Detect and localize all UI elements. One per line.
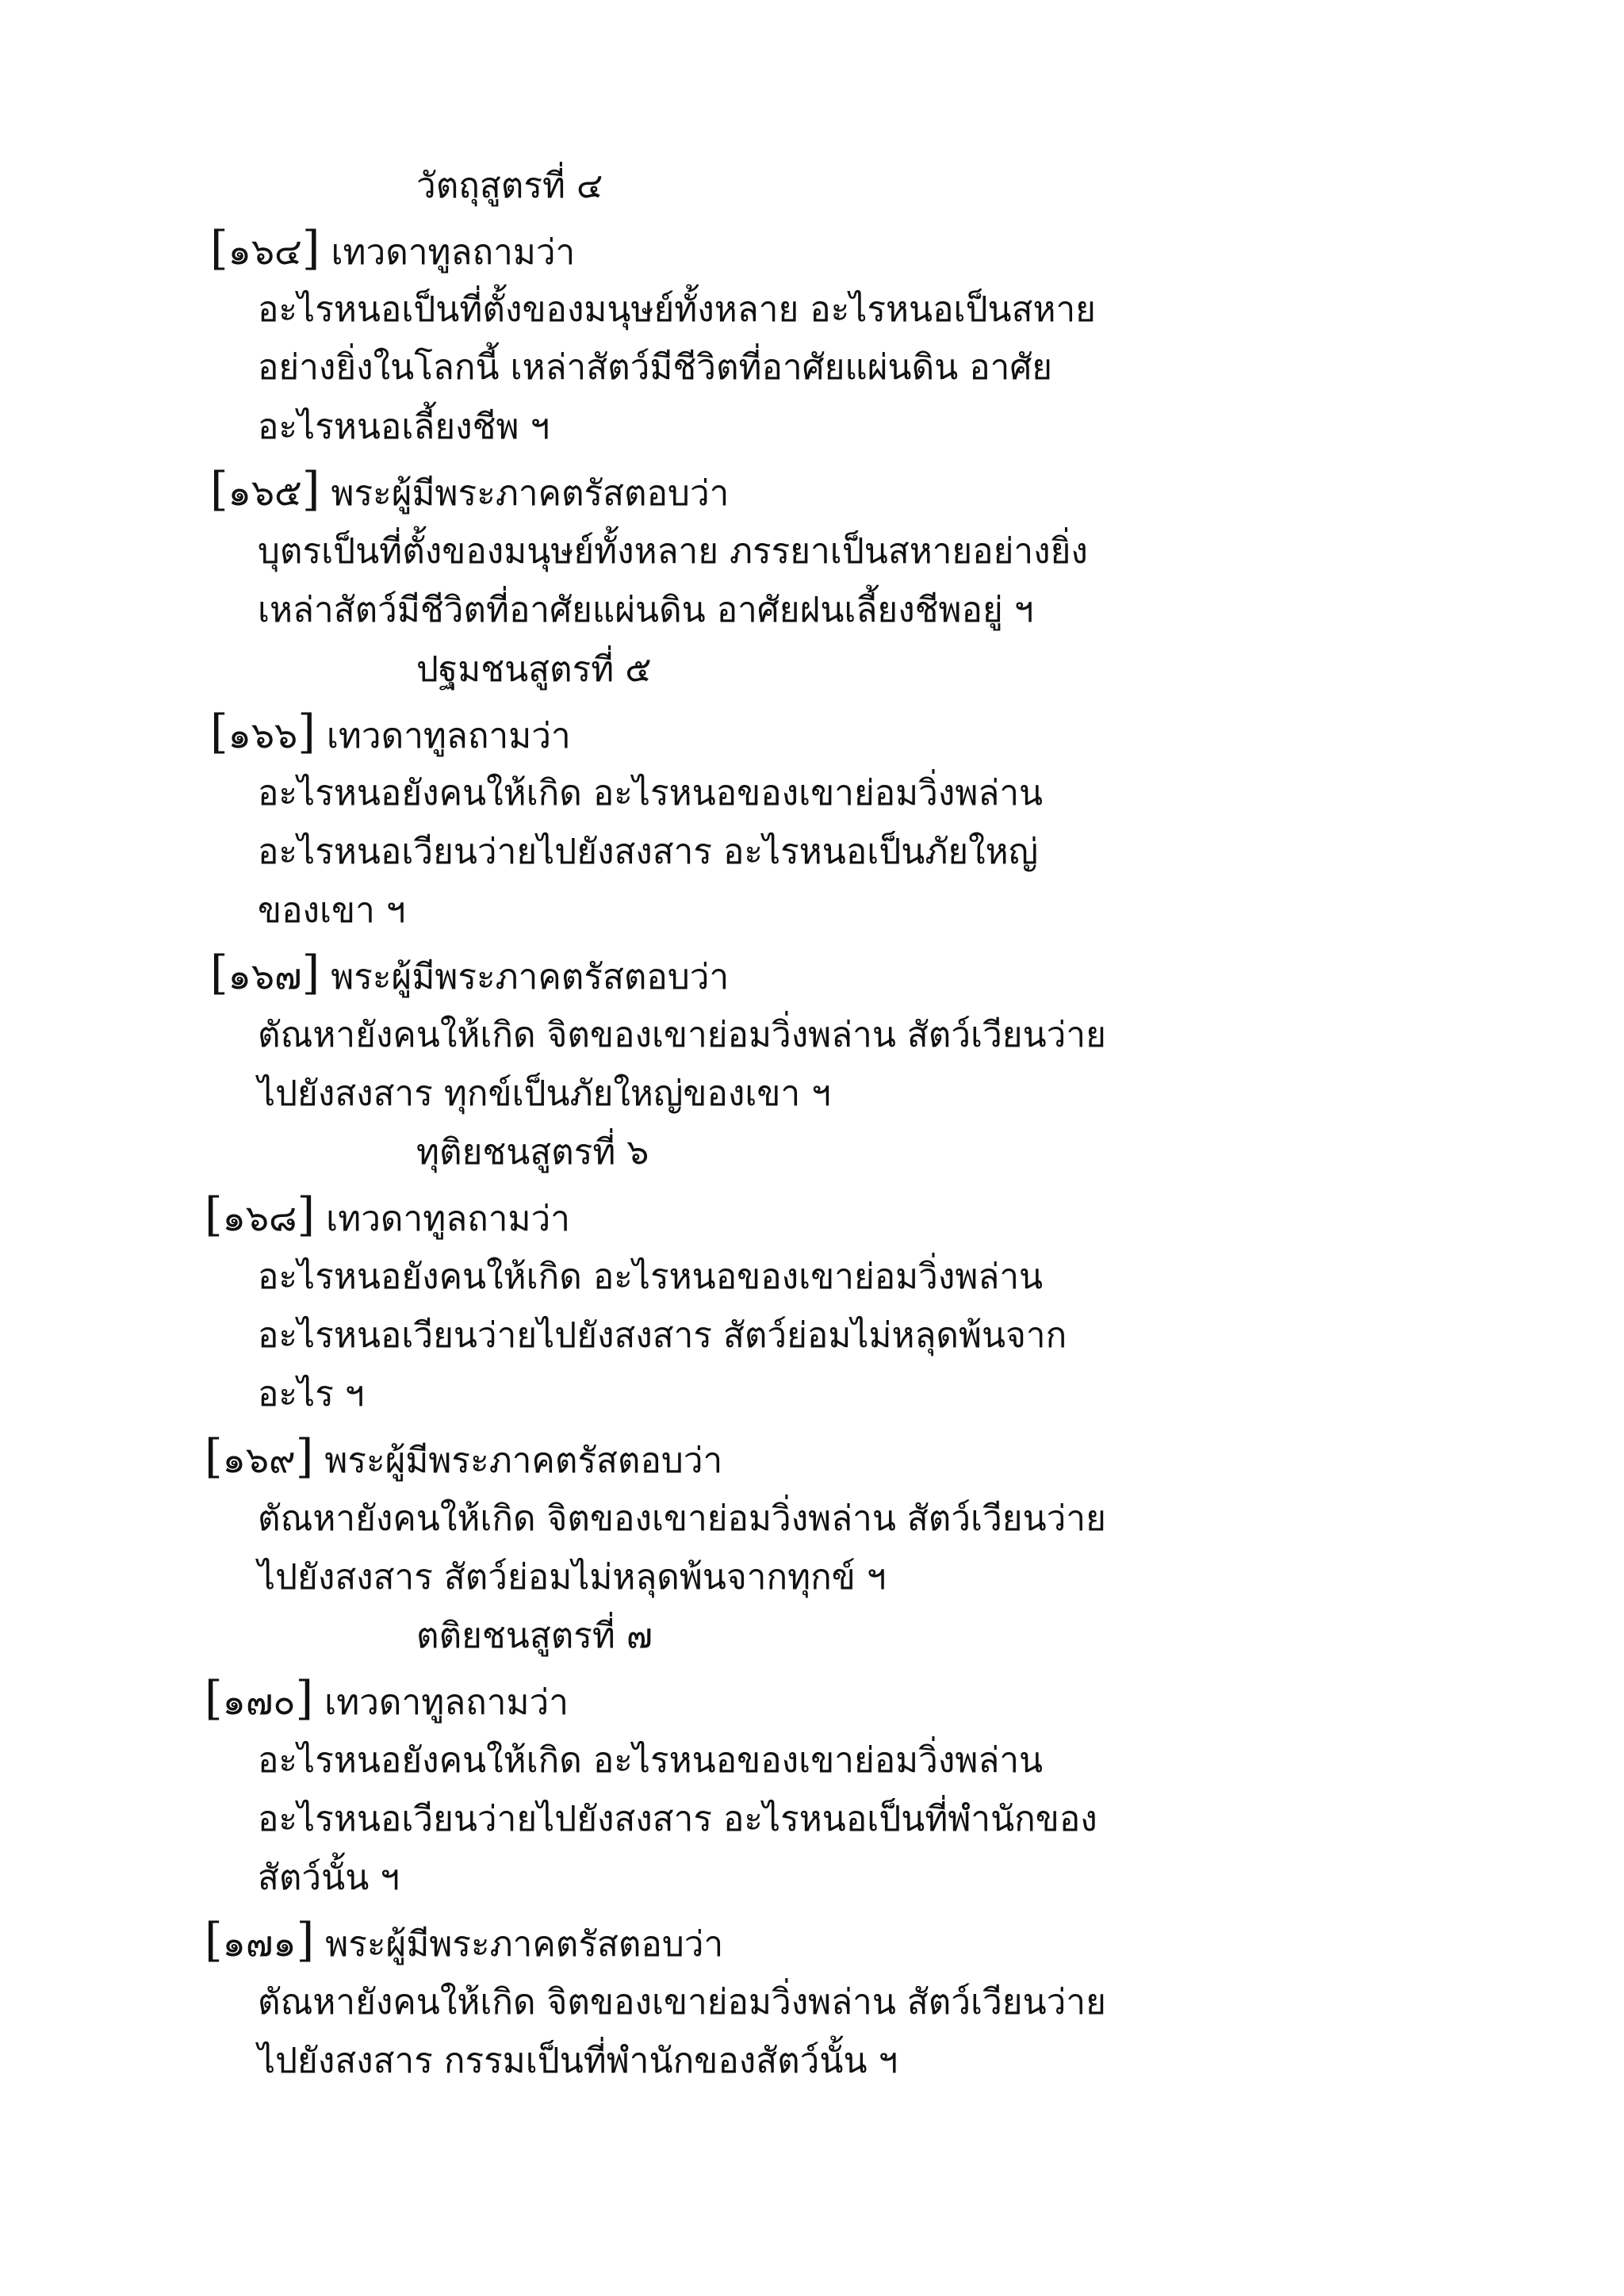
verse-line: ไปยังสงสาร ทุกข์เป็นภัยใหญ่ของเขา ฯ — [258, 1073, 831, 1114]
verse-number: ๑๖๗ — [228, 955, 302, 997]
verse-speaker: พระผู้มีพระภาคตรัสตอบว่า — [324, 1441, 723, 1481]
verse-line: ตัณหายังคนให้เกิด จิตของเขาย่อมวิ่งพล่าน สัตว์เวียนว่าย — [258, 1498, 1106, 1539]
verse-line: อะไรหนอยังคนให้เกิด อะไรหนอของเขาย่อมวิ่งพล่าน — [258, 1257, 1044, 1297]
verse-line: อะไรหนอเป็นที่ตั้งของมนุษย์ทั้งหลาย อะไรหนอเป็นสหาย — [258, 289, 1096, 330]
verse-line: ของเขา ฯ — [258, 890, 406, 931]
verse-speaker: เทวดาทูลถามว่า — [326, 1199, 570, 1239]
verse-line: ตัณหายังคนให้เกิด จิตของเขาย่อมวิ่งพล่าน สัตว์เวียนว่าย — [258, 1015, 1106, 1055]
verse-line: อะไรหนอยังคนให้เกิด อะไรหนอของเขาย่อมวิ่งพล่าน — [258, 1740, 1044, 1781]
verse-line: บุตรเป็นที่ตั้งของมนุษย์ทั้งหลาย ภรรยาเป็นสหายอย่างยิ่ง — [258, 531, 1088, 572]
verse-line: ไปยังสงสาร กรรมเป็นที่พำนักของสัตว์นั้น ฯ — [258, 2041, 898, 2081]
section-heading: ปฐมชนสูตรที่ ๕ — [416, 649, 652, 690]
section-heading: ทุติยชนสูตรที่ ๖ — [416, 1132, 649, 1173]
verse-header: [๑๖๙] พระผู้มีพระภาคตรัสตอบว่า — [205, 1429, 723, 1483]
verse-number: ๑๖๙ — [222, 1438, 296, 1481]
verse-line: อะไรหนอเวียนว่ายไปยังสงสาร อะไรหนอเป็นที่พำนักของ — [258, 1799, 1097, 1839]
verse-line: อะไร ฯ — [258, 1374, 365, 1414]
verse-speaker: พระผู้มีพระภาคตรัสตอบว่า — [325, 1924, 724, 1965]
verse-number: ๑๗๑ — [222, 1922, 297, 1965]
verse-header: [๑๗๐] เทวดาทูลถามว่า — [205, 1671, 569, 1725]
verse-line: ไปยังสงสาร สัตว์ย่อมไม่หลุดพ้นจากทุกข์ ฯ — [258, 1557, 887, 1598]
verse-speaker: เทวดาทูลถามว่า — [331, 232, 576, 273]
verse-number: ๑๖๘ — [222, 1196, 297, 1239]
verse-line: สัตว์นั้น ฯ — [258, 1858, 400, 1898]
verse-number: ๑๖๕ — [228, 471, 302, 514]
verse-line: เหล่าสัตว์มีชีวิตที่อาศัยแผ่นดิน อาศัยฝนเลี้ยงชีพอยู่ ฯ — [258, 590, 1034, 630]
section-heading: วัตถุสูตรที่ ๔ — [416, 166, 603, 206]
verse-line: อะไรหนอเวียนว่ายไปยังสงสาร อะไรหนอเป็นภัยใหญ่ — [258, 832, 1039, 872]
verse-speaker: พระผู้มีพระภาคตรัสตอบว่า — [331, 473, 730, 514]
verse-header: [๑๖๘] เทวดาทูลถามว่า — [205, 1188, 570, 1242]
verse-header: [๑๖๖] เทวดาทูลถามว่า — [210, 705, 571, 759]
verse-line: อย่างยิ่งในโลกนี้ เหล่าสัตว์มีชีวิตที่อาศัยแผ่นดิน อาศัย — [258, 347, 1053, 388]
verse-line: อะไรหนอเลี้ยงชีพ ฯ — [258, 407, 550, 447]
verse-number: ๑๗๐ — [222, 1680, 296, 1723]
verse-number: ๑๖๖ — [228, 714, 298, 756]
verse-header: [๑๗๑] พระผู้มีพระภาคตรัสตอบว่า — [205, 1913, 724, 1967]
verse-header: [๑๖๗] พระผู้มีพระภาคตรัสตอบว่า — [210, 946, 730, 1000]
verse-header: [๑๖๔] เทวดาทูลถามว่า — [210, 221, 576, 275]
section-heading: ตติยชนสูตรที่ ๗ — [416, 1616, 653, 1656]
verse-speaker: พระผู้มีพระภาคตรัสตอบว่า — [331, 957, 730, 997]
verse-speaker: เทวดาทูลถามว่า — [324, 1682, 569, 1723]
verse-line: อะไรหนอเวียนว่ายไปยังสงสาร สัตว์ย่อมไม่หลุดพ้นจาก — [258, 1315, 1067, 1356]
verse-speaker: เทวดาทูลถามว่า — [326, 716, 571, 756]
verse-header: [๑๖๕] พระผู้มีพระภาคตรัสตอบว่า — [210, 462, 730, 516]
verse-number: ๑๖๔ — [228, 230, 302, 273]
verse-line: ตัณหายังคนให้เกิด จิตของเขาย่อมวิ่งพล่าน สัตว์เวียนว่าย — [258, 1982, 1106, 2022]
verse-line: อะไรหนอยังคนให้เกิด อะไรหนอของเขาย่อมวิ่งพล่าน — [258, 773, 1044, 813]
